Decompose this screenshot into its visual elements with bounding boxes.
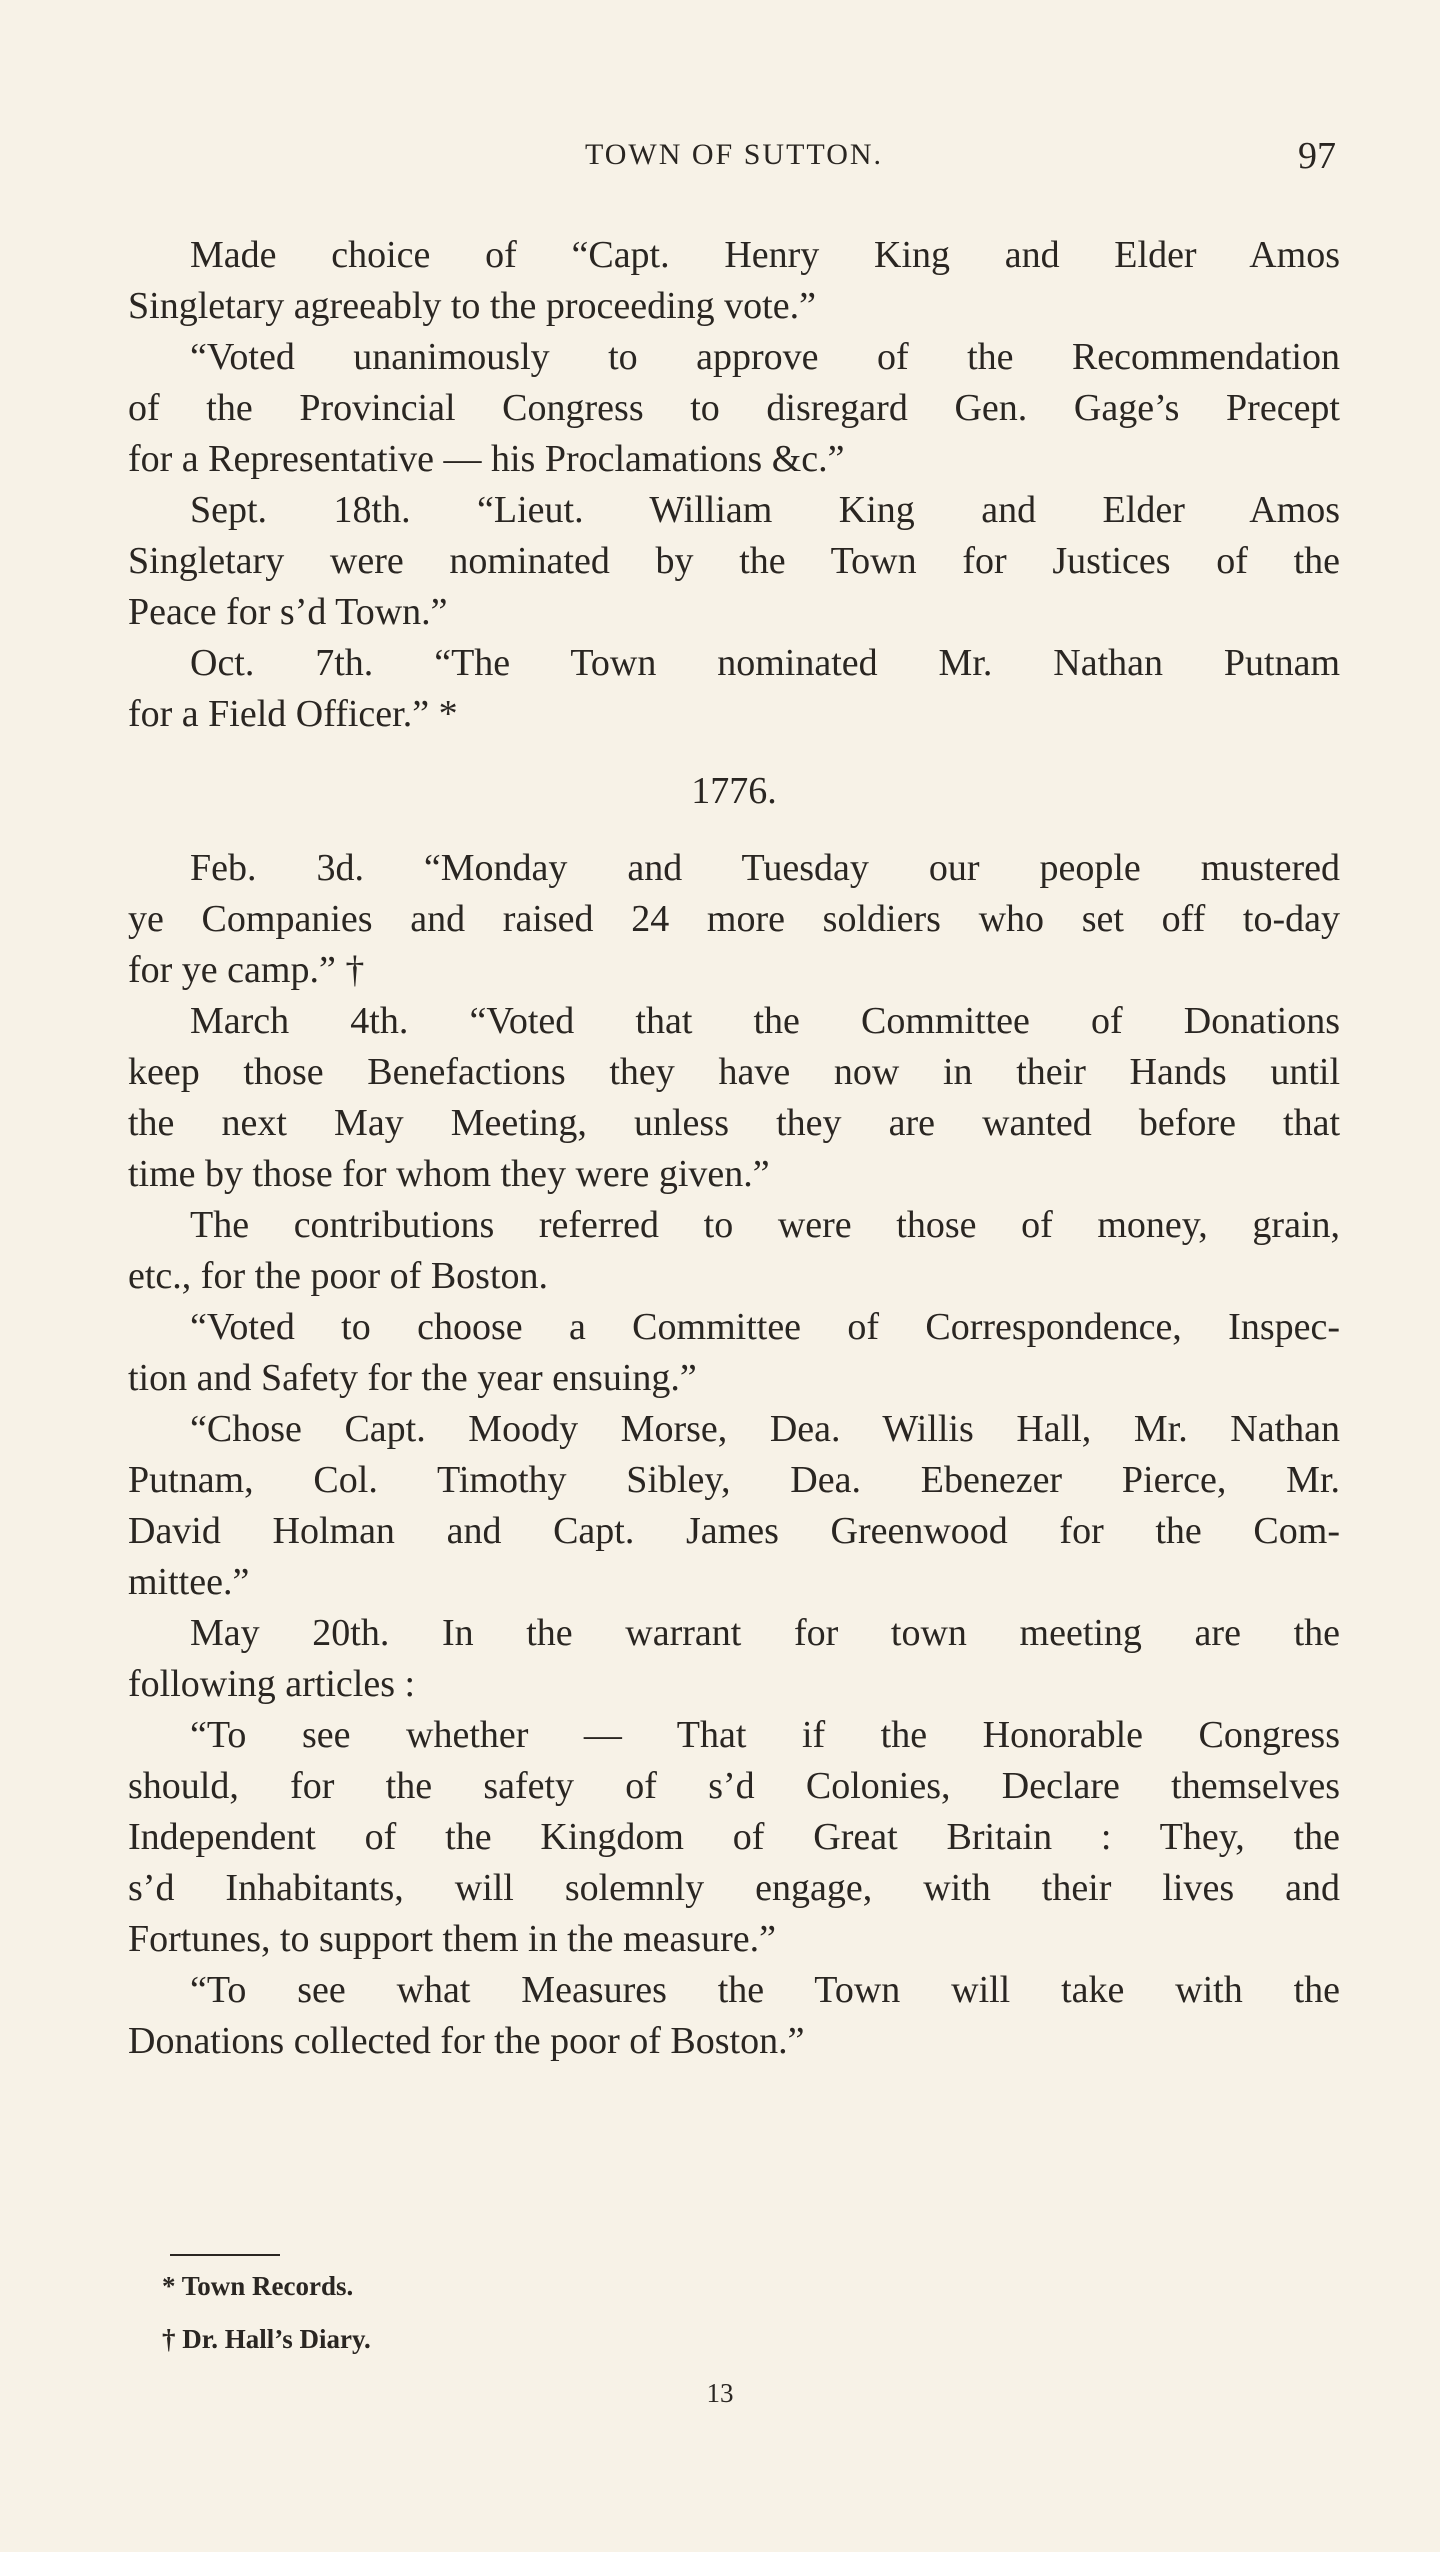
running-header [128,135,1340,188]
text-line: Fortunes, to support them in the measure.” [128,1918,776,1960]
spacer [128,740,1340,766]
text-line: Feb. 3d. “Monday and Tuesday our people mustered [190,847,1340,889]
text-line: should, for the safety of s’d Colonies, Declare themselves [128,1765,1340,1807]
text-line: “Voted unanimously to approve of the Recommendation [190,336,1340,378]
text-line: etc., for the poor of Boston. [128,1255,549,1297]
footnote-halls-diary: † Dr. Hall’s Diary. [162,2324,371,2354]
text-line: ye Companies and raised 24 more soldiers who set off to-day [128,898,1340,940]
text-line: for ye camp.” † [128,949,365,991]
text-line: “Chose Capt. Moody Morse, Dea. Willis Hall, Mr. Nathan [190,1408,1340,1450]
text-line: mittee.” [128,1561,250,1603]
text-line: The contributions referred to were those of money, grain, [190,1204,1340,1246]
text-line: Singletary were nominated by the Town for Justices of the [128,540,1340,582]
text-line: Made choice of “Capt. Henry King and Elder Amos [190,234,1340,276]
text-line: s’d Inhabitants, will solemnly engage, with their lives and [128,1867,1340,1909]
text-line: tion and Safety for the year ensuing.” [128,1357,697,1399]
text-line: Sept. 18th. “Lieut. William King and Elder Amos [190,489,1340,531]
text-line: May 20th. In the warrant for town meeting are the [190,1612,1340,1654]
text-line: for a Representative — his Proclamations &c.” [128,438,845,480]
spacer [128,817,1340,843]
page-number: 97 [1298,135,1336,177]
footnote-town-records: * Town Records. [162,2271,354,2301]
text-line: “To see whether — That if the Honorable Congress [190,1714,1340,1756]
header-title: TOWN OF SUTTON. [584,138,884,171]
text-line: keep those Benefactions they have now in their Hands until [128,1051,1340,1093]
text-line: “Voted to choose a Committee of Correspondence, Inspec- [190,1306,1340,1348]
text-line: Donations collected for the poor of Boston.” [128,2020,805,2062]
signature-mark: 13 [706,2378,734,2408]
text-line: following articles : [128,1663,416,1705]
text-line: “To see what Measures the Town will take with the [190,1969,1340,2011]
text-line: for a Field Officer.” * [128,693,458,735]
text-line: Putnam, Col. Timothy Sibley, Dea. Ebenezer Pierce, Mr. [128,1459,1340,1501]
text-line: Independent of the Kingdom of Great Britain : They, the [128,1816,1340,1858]
text-line: time by those for whom they were given.” [128,1153,770,1195]
text-line: Singletary agreeably to the proceeding vote.” [128,285,816,327]
text-line: Peace for s’d Town.” [128,591,448,633]
text-line: of the Provincial Congress to disregard Gen. Gage’s Precept [128,387,1340,429]
body-text [128,230,1340,2067]
text-line: Oct. 7th. “The Town nominated Mr. Nathan Putnam [190,642,1340,684]
text-line: David Holman and Capt. James Greenwood for the Com- [128,1510,1340,1552]
year-heading: 1776. [691,770,777,812]
footnote-rule [170,2254,280,2256]
text-line: March 4th. “Voted that the Committee of Donations [190,1000,1340,1042]
text-line: the next May Meeting, unless they are wanted before that [128,1102,1340,1144]
